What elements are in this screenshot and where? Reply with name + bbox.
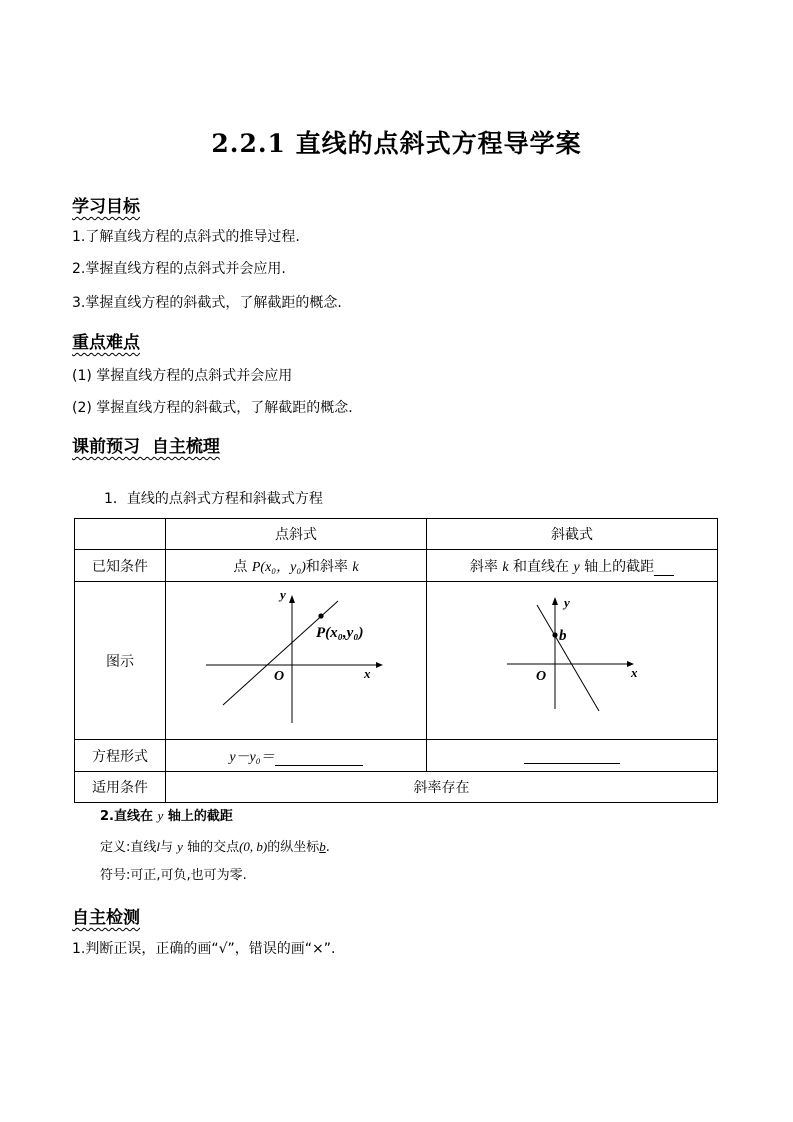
form-ps-text: y－y₀＝ <box>229 749 275 765</box>
key-point-item-1: (1) 掌握直线方程的点斜式并会应用 <box>72 368 293 384</box>
form-ps-blank <box>275 753 363 766</box>
section-heading-key-points <box>72 328 154 353</box>
si-intercept-point <box>552 632 557 637</box>
figure-point-slope <box>166 582 427 740</box>
self-check-item-1: 1.判断正误，正确的画“√”，错误的画“×”. <box>72 941 336 957</box>
comparison-table <box>74 518 718 804</box>
def-part-1: 定义:直线 <box>100 840 157 855</box>
known-ps-prefix: 点 <box>233 558 252 575</box>
key-point-item-2: (2) 掌握直线方程的斜截式，了解截距的概念. <box>72 400 353 416</box>
known-si-k: k <box>502 559 509 575</box>
known-ps-mid: 和斜率 <box>305 558 353 575</box>
si-origin-label: O <box>536 668 547 684</box>
intercept-definition <box>100 836 330 855</box>
ps-x-label: x <box>364 665 371 681</box>
known-si-2: 和直线在 <box>508 558 574 575</box>
si-y-label: y <box>564 594 570 610</box>
section-heading-goals <box>72 192 154 217</box>
goal-item-3: 3.掌握直线方程的斜截式，了解截距的概念. <box>72 295 342 311</box>
form-slope-intercept <box>427 740 718 772</box>
row-label-figure: 图示 <box>75 582 166 740</box>
goals-heading-text: 学习目标 <box>72 197 140 217</box>
known-point-slope <box>166 550 427 582</box>
si-b-label: b <box>559 627 567 644</box>
slope-intercept-graph <box>427 583 717 739</box>
intercept-heading-pre: 2.直线在 <box>100 809 158 824</box>
known-ps-k: k <box>352 559 359 575</box>
ps-point-label: P(x₀,y₀) <box>316 624 364 641</box>
condition-cell: 斜率存在 <box>166 772 718 803</box>
header-slope-intercept: 斜截式 <box>427 519 718 550</box>
known-si-3: 轴上的截距 <box>579 558 655 575</box>
row-label-condition: 适用条件 <box>75 772 166 803</box>
def-y: y <box>177 839 183 854</box>
figure-slope-intercept <box>427 582 718 740</box>
goal-item-2: 2.掌握直线方程的点斜式并会应用. <box>72 261 286 277</box>
ps-y-arrow <box>289 595 295 603</box>
self-check-heading-text: 自主检测 <box>72 908 140 928</box>
known-si-blank <box>654 563 674 576</box>
form-si-blank <box>524 751 620 764</box>
row-label-known: 已知条件 <box>75 550 166 582</box>
section-heading-self-check <box>72 903 154 928</box>
def-point: (0, b) <box>239 839 268 854</box>
intercept-heading-post: 轴上的截距 <box>163 809 233 824</box>
ps-point <box>318 613 323 618</box>
intercept-heading-y: y <box>157 808 164 823</box>
form-point-slope <box>166 740 427 772</box>
intercept-sign: 符号:可正,可负,也可为零. <box>100 868 247 883</box>
section-heading-preview <box>72 432 234 457</box>
def-l: l <box>156 839 161 854</box>
known-ps-point: P(x₀，y₀) <box>251 559 306 575</box>
def-part-2: 与 <box>160 840 178 855</box>
def-end: . <box>325 840 330 855</box>
known-slope-intercept <box>427 550 718 582</box>
si-x-label: x <box>631 664 638 680</box>
goal-item-1: 1.了解直线方程的点斜式的推导过程. <box>72 229 300 245</box>
ps-y-label: y <box>280 586 286 602</box>
ps-x-arrow <box>376 662 383 668</box>
preview-heading-text: 课前预习 自主梳理 <box>72 437 220 457</box>
si-line <box>537 605 599 711</box>
si-y-arrow <box>552 597 558 605</box>
def-b: b <box>319 839 326 854</box>
table-corner <box>75 519 166 550</box>
header-point-slope: 点斜式 <box>166 519 427 550</box>
row-label-form: 方程形式 <box>75 740 166 772</box>
page-title: 2.2.1 直线的点斜式方程导学案 <box>211 129 582 158</box>
def-part-3: 轴的交点 <box>182 840 240 855</box>
key-points-heading-text: 重点难点 <box>72 333 140 353</box>
known-si-y: y <box>573 559 580 575</box>
preview-subheading: 1．直线的点斜式方程和斜截式方程 <box>104 491 323 507</box>
ps-origin-label: O <box>274 668 285 684</box>
def-part-4: 的纵坐标 <box>267 840 320 855</box>
known-si-1: 斜率 <box>469 558 503 575</box>
point-slope-graph <box>166 583 426 739</box>
intercept-heading <box>100 805 233 824</box>
